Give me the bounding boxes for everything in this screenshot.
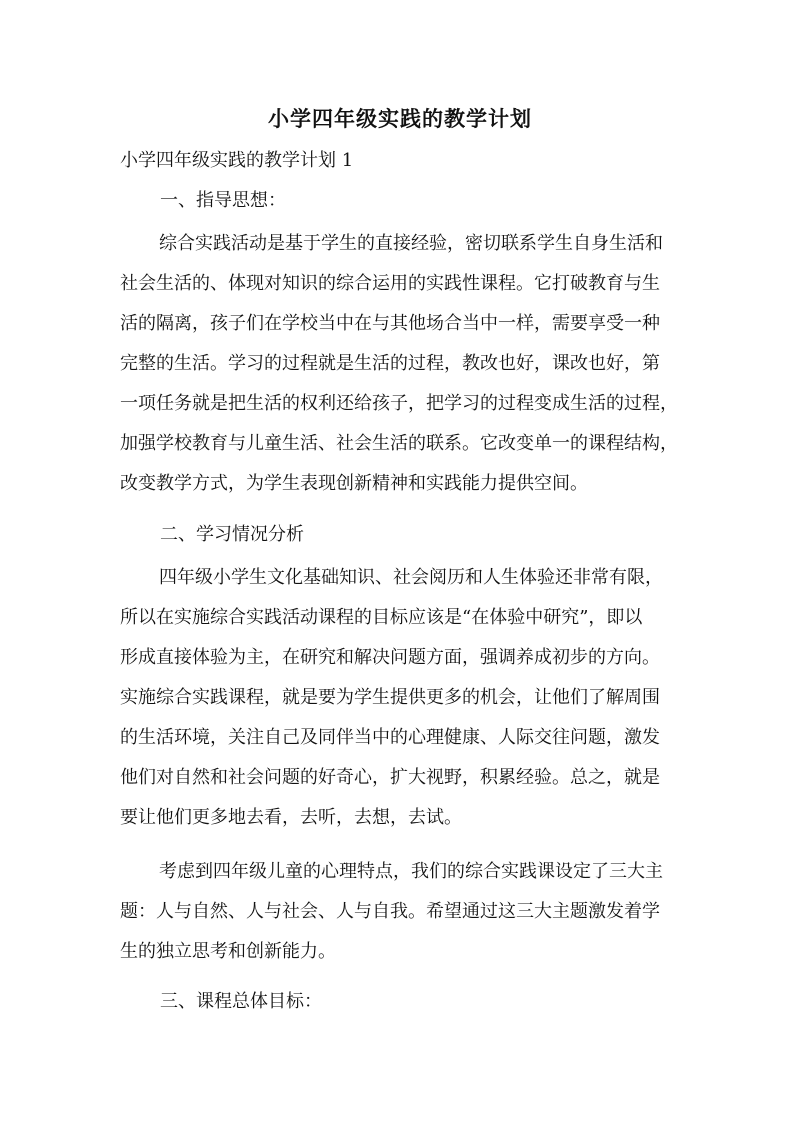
paragraph-line: 加强学校教育与儿童生活、社会生活的联系。它改变单一的课程结构， (120, 433, 678, 454)
paragraph-line: 生的独立思考和创新能力。 (120, 941, 336, 962)
paragraph-line: 一项任务就是把生活的权利还给孩子，把学习的过程变成生活的过程， (120, 393, 678, 414)
paragraph-line: 实施综合实践课程，就是要为学生提供更多的机会，让他们了解周围 (120, 687, 660, 708)
paragraph-line: 社会生活的、体现对知识的综合运用的实践性课程。它打破教育与生 (120, 273, 660, 294)
paragraph-line: 完整的生活。学习的过程就是生活的过程，教改也好，课改也好，第 (120, 353, 660, 374)
section-heading-guiding-ideology: 一、指导思想： (160, 190, 286, 211)
paragraph-line: 要让他们更多地去看，去听，去想，去试。 (120, 807, 462, 828)
section-heading-course-goals: 三、课程总体目标： (160, 991, 322, 1012)
document-title: 小学四年级实践的教学计划 (268, 106, 532, 131)
document-subtitle: 小学四年级实践的教学计划 1 (120, 150, 354, 171)
paragraph-line: 改变教学方式，为学生表现创新精神和实践能力提供空间。 (120, 473, 588, 494)
paragraph-line: 综合实践活动是基于学生的直接经验，密切联系学生自身生活和 (159, 233, 663, 254)
paragraph-line: 的生活环境，关注自己及同伴当中的心理健康、人际交往问题，激发 (120, 727, 660, 748)
paragraph-line: 他们对自然和社会问题的好奇心，扩大视野，积累经验。总之，就是 (120, 767, 660, 788)
paragraph-line: 活的隔离，孩子们在学校当中在与其他场合当中一样，需要享受一种 (120, 313, 660, 334)
section-heading-learning-analysis: 二、学习情况分析 (160, 524, 304, 545)
paragraph-line: 题：人与自然、人与社会、人与自我。希望通过这三大主题激发着学 (120, 901, 660, 922)
paragraph-line: 所以在实施综合实践活动课程的目标应该是“在体验中研究”，即以 (120, 607, 643, 628)
paragraph-line: 考虑到四年级儿童的心理特点，我们的综合实践课设定了三大主 (159, 861, 663, 882)
paragraph-line: 四年级小学生文化基础知识、社会阅历和人生体验还非常有限， (159, 567, 663, 588)
paragraph-line: 形成直接体验为主，在研究和解决问题方面，强调养成初步的方向。 (120, 647, 660, 668)
